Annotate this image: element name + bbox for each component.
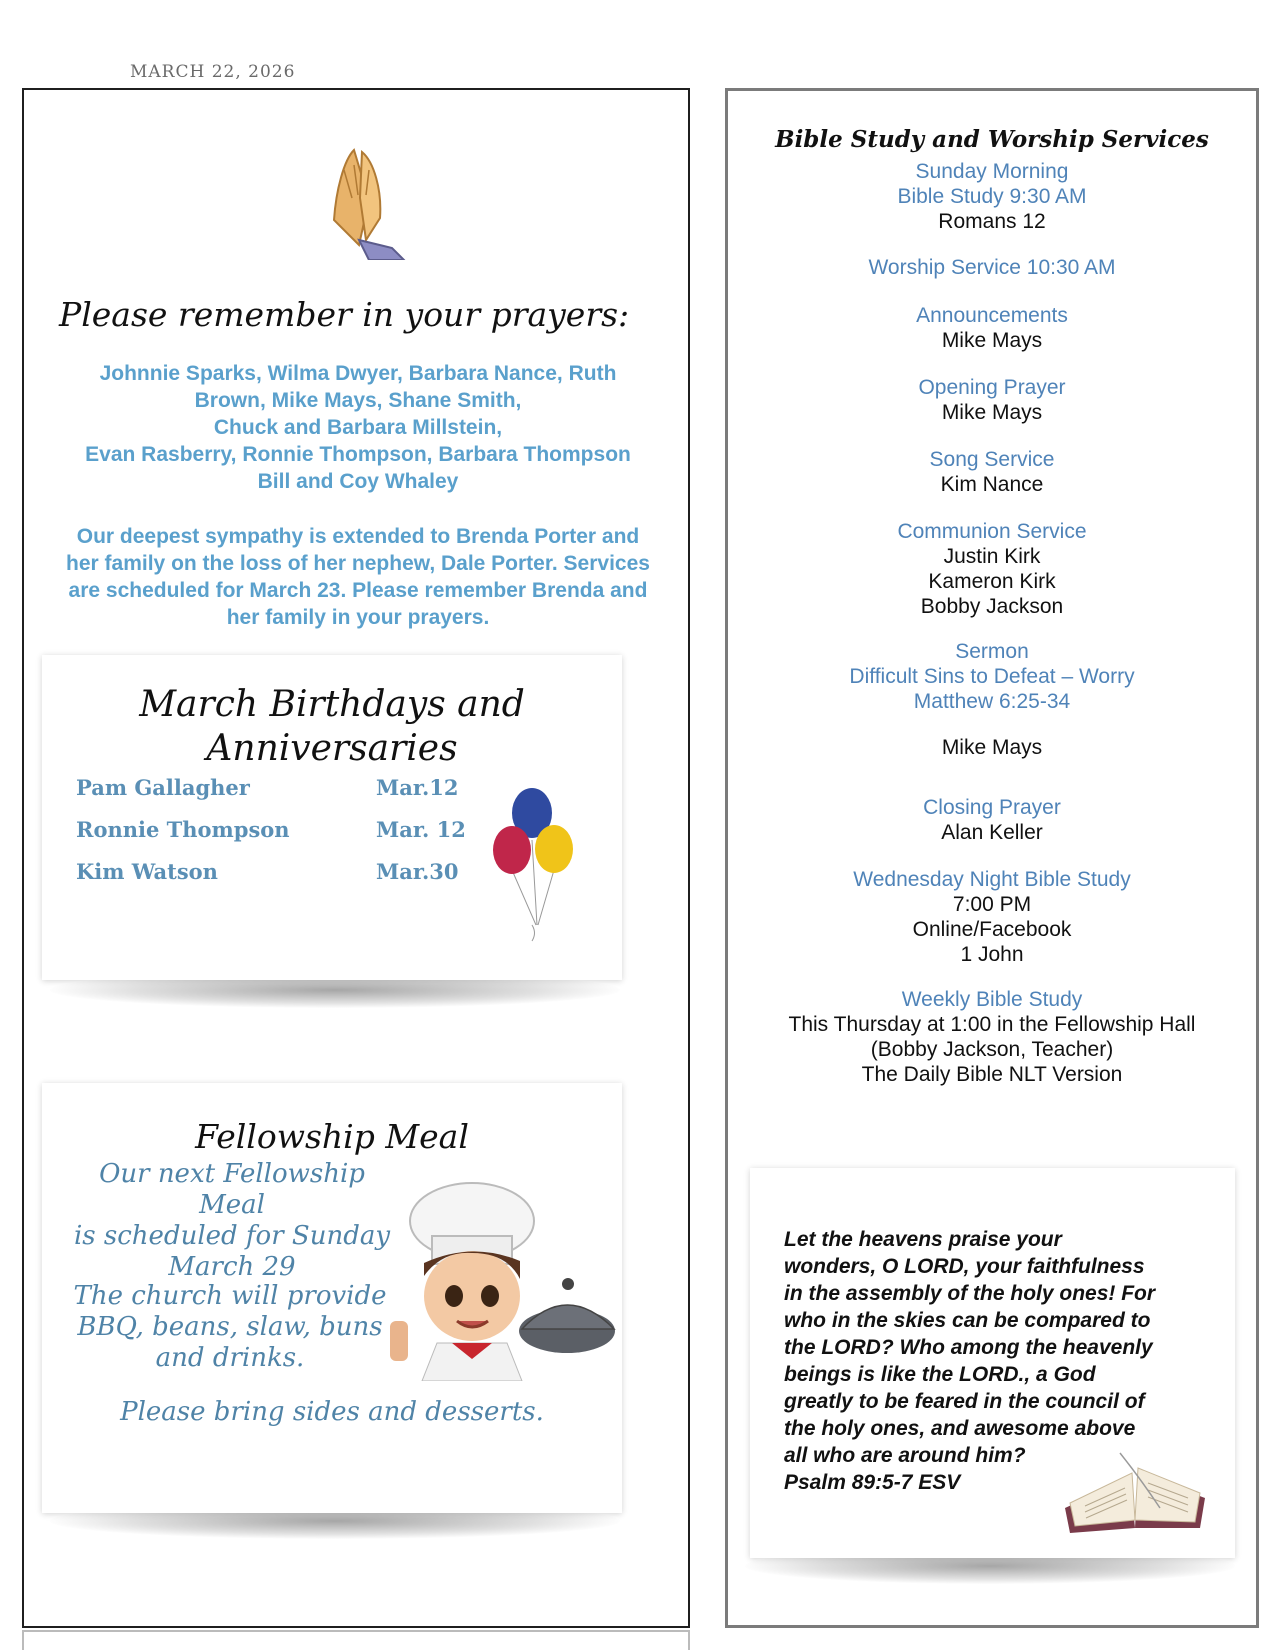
verse-line: wonders, O LORD, your faithfulness <box>784 1255 1145 1278</box>
birthday-name: Kim Watson <box>76 859 218 884</box>
sunday-morning-label: Sunday Morning <box>915 160 1069 183</box>
prayer-names-line: Bill and Coy Whaley <box>257 470 459 493</box>
announcements-name: Mike Mays <box>941 329 1043 352</box>
closing-prayer-name: Alan Keller <box>941 821 1043 844</box>
sermon-speaker: Mike Mays <box>941 736 1043 759</box>
meal-line: March 29 <box>168 1252 296 1282</box>
communion-name: Kameron Kirk <box>928 570 1056 593</box>
bible-study-time: Bible Study 9:30 AM <box>897 185 1087 208</box>
birthday-date: Mar. 12 <box>376 817 466 842</box>
weekly-when: This Thursday at 1:00 in the Fellowship Hall <box>788 1013 1196 1036</box>
sermon-section <box>728 639 1256 714</box>
fellowship-meal-menu <box>70 1281 390 1374</box>
verse-line: the holy ones, and awesome above <box>784 1417 1136 1440</box>
bible-study-text: Romans 12 <box>938 210 1046 233</box>
birthdays-title <box>42 683 622 771</box>
verse-line: who in the skies can be compared to <box>784 1309 1151 1332</box>
fellowship-meal-schedule <box>72 1159 392 1283</box>
weekly-label: Weekly Bible Study <box>901 988 1083 1011</box>
worship-service <box>728 255 1256 280</box>
praying-hands-icon <box>314 140 414 260</box>
sympathy-line: are scheduled for March 23. Please remember Brenda and <box>68 579 648 602</box>
verse-line: in the assembly of the holy ones! For <box>784 1282 1156 1305</box>
wednesday-text: 1 John <box>960 943 1024 966</box>
wednesday-study-section <box>728 867 1256 967</box>
verse-line: greatly to be feared in the council of <box>784 1390 1145 1413</box>
song-service-label: Song Service <box>929 448 1055 471</box>
weekly-book: The Daily Bible NLT Version <box>861 1063 1123 1086</box>
balloons-icon <box>492 785 582 945</box>
prayer-names <box>34 360 682 495</box>
meal-line: is scheduled for Sunday <box>73 1221 391 1251</box>
closing-prayer-section <box>728 795 1256 845</box>
wednesday-time: 7:00 PM <box>952 893 1032 916</box>
verse-line: beings is like the LORD., a God <box>784 1363 1096 1386</box>
communion-name: Justin Kirk <box>943 545 1041 568</box>
worship-service-label: Worship Service 10:30 AM <box>868 256 1116 279</box>
communion-section <box>728 519 1256 619</box>
weekly-teacher: (Bobby Jackson, Teacher) <box>870 1038 1114 1061</box>
verse-reference: Psalm 89:5-7 ESV <box>784 1471 961 1494</box>
verse-line: Let the heavens praise your <box>784 1228 1062 1251</box>
next-page-edge <box>22 1630 690 1650</box>
fellowship-meal-title: Fellowship Meal <box>195 1117 469 1156</box>
weekly-study-section <box>728 987 1256 1087</box>
sunday-morning-section <box>728 159 1256 234</box>
song-service-name: Kim Nance <box>940 473 1044 496</box>
meal-line: Our next Fellowship Meal <box>99 1159 365 1220</box>
birthday-date: Mar.12 <box>376 775 459 800</box>
birthdays-title-line: Anniversaries <box>206 728 458 769</box>
opening-prayer-name: Mike Mays <box>941 401 1043 424</box>
communion-name: Bobby Jackson <box>920 595 1064 618</box>
newsletter-date: MARCH 22, 2026 <box>130 62 296 82</box>
opening-prayer-section <box>728 375 1256 425</box>
sermon-speaker-section <box>728 735 1256 760</box>
announcements-section <box>728 303 1256 353</box>
fellowship-meal-card <box>42 1083 622 1513</box>
sympathy-line: Our deepest sympathy is extended to Brenda Porter and <box>76 525 640 548</box>
birthday-date: Mar.30 <box>376 859 459 884</box>
birthdays-card <box>42 655 622 980</box>
prayer-names-line: Johnnie Sparks, Wilma Dwyer, Barbara Nance, Ruth <box>99 362 617 385</box>
sympathy-message <box>34 523 682 631</box>
birthdays-title-line: March Birthdays and <box>139 684 525 725</box>
prayer-names-line: Chuck and Barbara Millstein, <box>213 416 503 439</box>
wednesday-label: Wednesday Night Bible Study <box>853 868 1131 891</box>
communion-label: Communion Service <box>897 520 1087 543</box>
birthday-name: Pam Gallagher <box>76 775 250 800</box>
services-title: Bible Study and Worship Services <box>775 126 1209 153</box>
closing-prayer-label: Closing Prayer <box>923 796 1061 819</box>
sympathy-line: her family in your prayers. <box>226 606 490 629</box>
meal-line: and drinks. <box>155 1343 305 1373</box>
verse-line: all who are around him? <box>784 1444 1026 1467</box>
sermon-label: Sermon <box>955 640 1029 663</box>
meal-line: BBQ, beans, slaw, buns <box>77 1312 383 1342</box>
prayers-heading: Please remember in your prayers: <box>59 295 630 334</box>
meal-line: The church will provide <box>73 1281 387 1311</box>
verse-line: the LORD? Who among the heavenly <box>784 1336 1153 1359</box>
wednesday-where: Online/Facebook <box>912 918 1072 941</box>
verse-card <box>750 1168 1235 1558</box>
chef-illustration-icon <box>382 1181 622 1381</box>
opening-prayer-label: Opening Prayer <box>918 376 1066 399</box>
open-bible-icon <box>1060 1438 1210 1533</box>
sermon-title: Difficult Sins to Defeat – Worry <box>849 665 1135 688</box>
fellowship-meal-bring: Please bring sides and desserts. <box>120 1397 544 1427</box>
sermon-text: Matthew 6:25-34 <box>913 690 1071 713</box>
song-service-section <box>728 447 1256 497</box>
prayer-names-line: Brown, Mike Mays, Shane Smith, <box>194 389 522 412</box>
birthday-name: Ronnie Thompson <box>76 817 290 842</box>
sympathy-line: her family on the loss of her nephew, Dale Porter. Services <box>66 552 650 575</box>
prayer-names-line: Evan Rasberry, Ronnie Thompson, Barbara Thompson <box>85 443 631 466</box>
announcements-label: Announcements <box>916 304 1068 327</box>
